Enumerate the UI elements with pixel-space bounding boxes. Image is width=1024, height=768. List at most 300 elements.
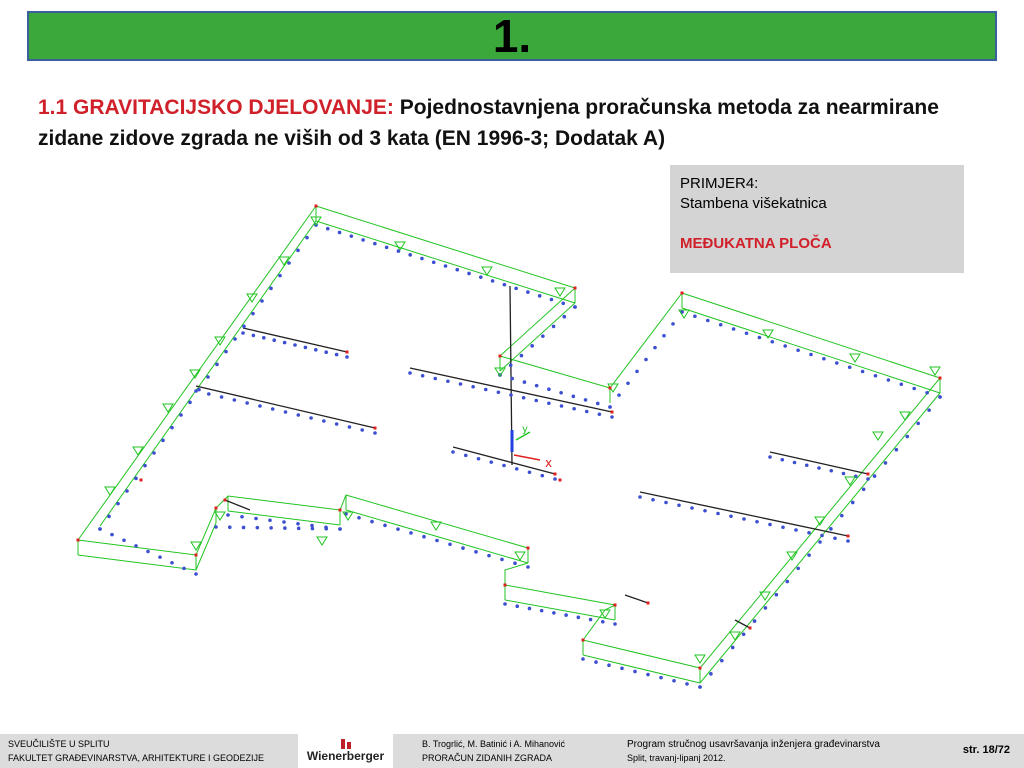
support-marker	[927, 408, 931, 412]
support-marker	[553, 477, 557, 481]
support-marker	[905, 435, 909, 439]
support-marker	[572, 407, 576, 411]
support-marker	[503, 283, 507, 287]
node-marker	[77, 539, 80, 542]
support-marker	[547, 387, 551, 391]
support-marker	[361, 238, 365, 242]
support-marker	[861, 370, 865, 374]
support-marker	[477, 457, 481, 461]
support-marker	[764, 606, 768, 610]
support-marker	[805, 463, 809, 467]
node-marker	[346, 351, 349, 354]
support-marker	[241, 331, 245, 335]
support-marker	[768, 455, 772, 459]
support-marker	[807, 553, 811, 557]
support-marker	[817, 466, 821, 470]
support-marker	[783, 344, 787, 348]
support-marker	[509, 363, 513, 367]
support-marker	[900, 382, 904, 386]
support-marker	[297, 527, 301, 531]
support-marker	[613, 622, 617, 626]
support-marker	[577, 616, 581, 620]
footer-university: SVEUČILIŠTE U SPLITU	[8, 739, 110, 749]
support-marker	[671, 322, 675, 326]
support-marker	[324, 350, 328, 354]
node-marker	[559, 479, 562, 482]
support-marker	[451, 450, 455, 454]
support-marker	[912, 387, 916, 391]
support-marker	[373, 431, 377, 435]
support-marker	[775, 593, 779, 597]
support-marker	[348, 425, 352, 429]
support-marker	[866, 477, 870, 481]
support-marker	[233, 398, 237, 402]
support-marker	[780, 458, 784, 462]
support-marker	[125, 489, 129, 493]
support-marker	[895, 448, 899, 452]
support-marker	[215, 363, 219, 367]
support-marker	[758, 336, 762, 340]
footer-authors: B. Trogrlić, M. Batinić i A. Mihanović	[422, 739, 566, 749]
node-marker	[609, 387, 612, 390]
support-marker	[158, 555, 162, 559]
support-marker	[664, 501, 668, 505]
support-marker	[716, 512, 720, 516]
title-bar	[27, 11, 997, 61]
node-marker	[847, 535, 850, 538]
support-marker	[807, 531, 811, 535]
load-arrow	[317, 537, 327, 545]
support-marker	[626, 381, 630, 385]
support-marker	[170, 561, 174, 565]
support-marker	[513, 561, 517, 565]
footer-course: PRORAČUN ZIDANIH ZGRADA	[422, 753, 553, 763]
support-marker	[233, 337, 237, 341]
support-marker	[500, 558, 504, 562]
axis-x-label: x	[545, 456, 553, 470]
support-marker	[335, 422, 339, 426]
node-marker	[527, 547, 530, 550]
node-marker	[504, 584, 507, 587]
support-marker	[515, 604, 519, 608]
support-marker	[258, 404, 262, 408]
support-marker	[638, 495, 642, 499]
support-marker	[408, 371, 412, 375]
support-marker	[335, 353, 339, 357]
support-marker	[421, 374, 425, 378]
support-marker	[272, 338, 276, 342]
support-marker	[207, 392, 211, 396]
support-marker	[226, 513, 230, 517]
support-marker	[502, 464, 506, 468]
node-marker	[611, 411, 614, 414]
support-marker	[396, 527, 400, 531]
load-arrow	[930, 367, 940, 375]
support-marker	[862, 487, 866, 491]
support-marker	[269, 287, 273, 291]
support-marker	[651, 498, 655, 502]
support-marker	[916, 422, 920, 426]
support-marker	[540, 609, 544, 613]
load-arrow	[845, 477, 855, 485]
support-marker	[530, 344, 534, 348]
node-marker	[195, 554, 198, 557]
support-marker	[771, 340, 775, 344]
support-marker	[526, 290, 530, 294]
support-marker	[464, 454, 468, 458]
support-marker	[194, 389, 198, 393]
support-marker	[282, 520, 286, 524]
support-marker	[846, 539, 850, 543]
support-marker	[781, 525, 785, 529]
support-marker	[278, 274, 282, 278]
support-marker	[489, 460, 493, 464]
support-marker	[350, 234, 354, 238]
support-marker	[432, 260, 436, 264]
support-marker	[562, 315, 566, 319]
support-marker	[677, 503, 681, 507]
support-marker	[311, 527, 315, 531]
support-marker	[220, 395, 224, 399]
node-marker	[554, 473, 557, 476]
support-marker	[422, 535, 426, 539]
support-marker	[310, 524, 314, 528]
support-marker	[594, 660, 598, 664]
support-marker	[608, 405, 612, 409]
support-marker	[653, 346, 657, 350]
support-marker	[383, 524, 387, 528]
load-arrow	[515, 552, 525, 560]
support-marker	[206, 375, 210, 379]
support-marker	[188, 401, 192, 405]
support-marker	[572, 395, 576, 399]
support-marker	[534, 399, 538, 403]
support-marker	[620, 667, 624, 671]
support-marker	[785, 580, 789, 584]
support-marker	[242, 325, 246, 329]
support-marker	[840, 514, 844, 518]
example-slab-label: MEĐUKATNA PLOČA	[680, 235, 832, 252]
footer-faculty: FAKULTET GRAĐEVINARSTVA, ARHITEKTURE I GEODEZIJE	[8, 753, 265, 763]
support-marker	[887, 378, 891, 382]
support-marker	[503, 602, 507, 606]
support-marker	[214, 525, 218, 529]
node-marker	[749, 627, 752, 630]
wienerberger-logo	[298, 734, 393, 768]
logo-text: Wienerberger	[306, 749, 385, 763]
support-marker	[467, 272, 471, 276]
slide-heading	[38, 92, 988, 154]
support-marker	[541, 334, 545, 338]
support-marker	[433, 377, 437, 381]
support-marker	[268, 518, 272, 522]
support-marker	[224, 350, 228, 354]
support-marker	[561, 301, 565, 305]
support-marker	[228, 525, 232, 529]
support-marker	[304, 346, 308, 350]
support-marker	[360, 428, 364, 432]
support-marker	[179, 413, 183, 417]
footer-program: Program stručnog usavršavanja inženjera građevinarstva	[627, 739, 880, 750]
support-marker	[610, 415, 614, 419]
support-marker	[809, 353, 813, 357]
node-marker	[224, 499, 227, 502]
support-marker	[262, 336, 266, 340]
support-marker	[408, 253, 412, 257]
support-marker	[607, 663, 611, 667]
support-marker	[731, 646, 735, 650]
support-marker	[729, 514, 733, 518]
support-marker	[514, 287, 518, 291]
support-marker	[793, 461, 797, 465]
support-marker	[444, 264, 448, 268]
heading-red-part: 1.1 GRAVITACIJSKO DJELOVANJE:	[38, 96, 394, 119]
support-marker	[345, 355, 349, 359]
footer-bar	[0, 734, 1024, 768]
wall-load-frame	[78, 206, 940, 683]
support-marker	[338, 231, 342, 235]
support-marker	[309, 416, 313, 420]
support-marker	[242, 526, 246, 530]
support-marker	[296, 522, 300, 526]
support-marker	[835, 361, 839, 365]
support-marker	[884, 461, 888, 465]
support-marker	[560, 404, 564, 408]
support-marker	[373, 242, 377, 246]
support-marker	[550, 298, 554, 302]
support-marker	[662, 334, 666, 338]
support-marker	[252, 334, 256, 338]
support-marker	[251, 312, 255, 316]
support-marker	[283, 341, 287, 345]
structural-model-view	[0, 180, 1024, 700]
support-marker	[690, 506, 694, 510]
support-marker	[326, 227, 330, 231]
support-marker	[296, 249, 300, 253]
support-marker	[540, 474, 544, 478]
support-marker	[601, 620, 605, 624]
load-arrow	[695, 655, 705, 663]
support-marker	[254, 517, 258, 521]
support-marker	[598, 412, 602, 416]
support-marker	[842, 472, 846, 476]
support-marker	[659, 676, 663, 680]
node-marker	[499, 355, 502, 358]
support-marker	[584, 398, 588, 402]
support-marker	[873, 474, 877, 478]
support-marker	[455, 268, 459, 272]
support-marker	[146, 550, 150, 554]
node-marker	[867, 473, 870, 476]
support-marker	[581, 657, 585, 661]
support-marker	[385, 246, 389, 250]
node-marker	[582, 639, 585, 642]
load-arrows	[105, 217, 940, 663]
support-marker	[107, 515, 111, 519]
support-marker	[672, 679, 676, 683]
support-marker	[194, 572, 198, 576]
support-marker	[420, 257, 424, 261]
node-marker	[681, 292, 684, 295]
coordinate-axes	[512, 424, 552, 470]
support-marker	[182, 567, 186, 571]
support-marker	[296, 413, 300, 417]
support-marker	[732, 327, 736, 331]
support-marker	[491, 279, 495, 283]
support-marker	[110, 533, 114, 537]
support-marker	[745, 331, 749, 335]
support-marker	[515, 467, 519, 471]
support-marker	[448, 542, 452, 546]
support-marker	[526, 565, 530, 569]
support-marker	[818, 540, 822, 544]
support-marker	[170, 426, 174, 430]
support-marker	[938, 395, 942, 399]
support-marker	[271, 407, 275, 411]
support-marker	[269, 526, 273, 530]
support-marker	[573, 305, 577, 309]
support-marker	[370, 520, 374, 524]
support-marker	[709, 672, 713, 676]
support-marker	[585, 410, 589, 414]
support-marker	[742, 517, 746, 521]
support-marker	[720, 659, 724, 663]
node-marker	[374, 427, 377, 430]
node-markers	[77, 205, 942, 670]
support-marker	[245, 401, 249, 405]
support-marker	[589, 618, 593, 622]
load-arrow	[555, 288, 565, 296]
support-marker	[538, 294, 542, 298]
support-marker	[552, 611, 556, 615]
support-marker	[698, 685, 702, 689]
support-marker	[284, 410, 288, 414]
support-marker	[552, 325, 556, 329]
support-marker	[703, 509, 707, 513]
heading-black-part: Pojednostavnjena proračunska metoda za nearmirane zidane zidove zgrada ne viših od 3 kata (EN 1996-3; Dodatak A)	[38, 96, 939, 150]
node-marker	[140, 479, 143, 482]
support-marker	[829, 469, 833, 473]
support-marker	[794, 528, 798, 532]
load-arrow	[431, 522, 441, 530]
support-marker	[693, 314, 697, 318]
support-marker	[287, 261, 291, 265]
load-arrow	[850, 354, 860, 362]
support-marker	[446, 379, 450, 383]
logo-mark-icon	[339, 739, 353, 749]
support-marker	[755, 520, 759, 524]
support-marker	[240, 515, 244, 519]
support-marker	[322, 419, 326, 423]
support-marker	[497, 390, 501, 394]
node-marker	[574, 287, 577, 290]
support-marker	[874, 374, 878, 378]
support-marker	[685, 682, 689, 686]
support-marker	[520, 354, 524, 358]
support-marker	[283, 526, 287, 530]
support-marker	[535, 384, 539, 388]
support-marker	[522, 396, 526, 400]
slide-number-title: 1.	[492, 10, 532, 62]
support-marker	[528, 607, 532, 611]
support-marker	[324, 525, 328, 529]
support-marker	[293, 343, 297, 347]
support-marker	[122, 538, 126, 542]
support-marker	[98, 527, 102, 531]
support-marker	[644, 358, 648, 362]
node-marker	[614, 604, 617, 607]
support-marker	[510, 377, 514, 381]
support-marker	[768, 523, 772, 527]
support-marker	[596, 402, 600, 406]
footer-place-date: Split, travanj-lipanj 2012.	[627, 753, 726, 763]
support-marker	[528, 470, 532, 474]
node-marker	[315, 205, 318, 208]
support-marker	[833, 536, 837, 540]
support-marker	[633, 670, 637, 674]
support-marker	[925, 391, 929, 395]
support-marker	[260, 299, 264, 303]
example-subtitle: Stambena višekatnica	[680, 195, 827, 212]
support-marker	[435, 539, 439, 543]
support-marker	[822, 357, 826, 361]
support-marker	[487, 554, 491, 558]
support-marker	[706, 319, 710, 323]
load-arrow	[873, 432, 883, 440]
support-marker	[484, 388, 488, 392]
support-marker	[796, 567, 800, 571]
support-marker	[509, 393, 513, 397]
support-marker	[742, 632, 746, 636]
support-marker	[635, 370, 639, 374]
node-marker	[939, 377, 942, 380]
support-marker	[523, 380, 527, 384]
example-label: PRIMJER4:	[680, 175, 759, 192]
support-marker	[479, 275, 483, 279]
node-marker	[647, 602, 650, 605]
support-marker	[471, 385, 475, 389]
support-marker	[143, 464, 147, 468]
support-marker	[305, 236, 309, 240]
node-marker	[339, 509, 342, 512]
node-marker	[699, 667, 702, 670]
support-marker	[796, 348, 800, 352]
support-marker	[474, 550, 478, 554]
support-marker	[459, 382, 463, 386]
support-marker	[559, 391, 563, 395]
support-marker	[357, 516, 361, 520]
support-marker	[851, 501, 855, 505]
node-marker	[215, 507, 218, 510]
axis-y-label: y	[522, 424, 528, 435]
support-marker	[409, 531, 413, 535]
support-marker	[338, 527, 342, 531]
support-marker	[314, 348, 318, 352]
support-marker	[820, 534, 824, 538]
support-marker	[461, 546, 465, 550]
support-marker	[829, 527, 833, 531]
support-marker	[547, 401, 551, 405]
support-marker	[161, 439, 165, 443]
support-marker	[753, 619, 757, 623]
support-marker	[152, 451, 156, 455]
support-marker	[848, 365, 852, 369]
support-marker	[646, 673, 650, 677]
support-marker	[719, 323, 723, 327]
support-marker	[564, 613, 568, 617]
page-number: str. 18/72	[962, 744, 1010, 756]
support-marker	[116, 502, 120, 506]
